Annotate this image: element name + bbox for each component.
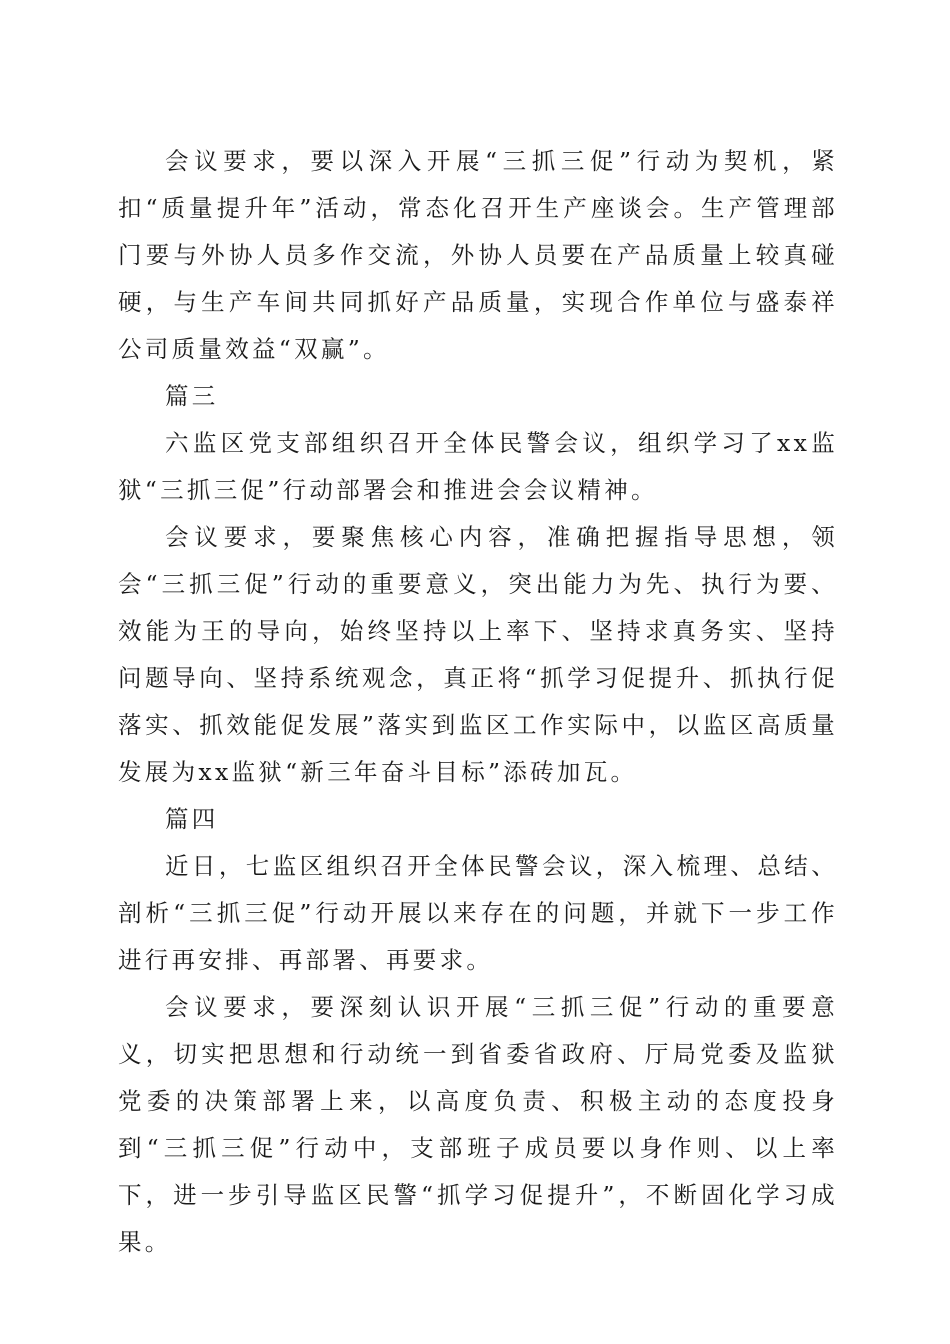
paragraph: 会议要求，要以深入开展“三抓三促”行动为契机，紧扣“质量提升年”活动，常态化召开生产座谈会。生产管理部门要与外协人员多作交流，外协人员要在产品质量上较真碰硬，与生产车间共同抓好产品质量，实现合作单位与盛泰祥公司质量效益“双赢”。 bbox=[118, 147, 838, 363]
paragraph: 六监区党支部组织召开全体民警会议，组织学习了xx监狱“三抓三促”行动部署会和推进会会议精神。 bbox=[118, 429, 838, 504]
section-heading-pian-si: 篇四 bbox=[165, 805, 219, 833]
paragraph: 会议要求，要深刻认识开展“三抓三促”行动的重要意义，切实把思想和行动统一到省委省政府、厅局党委及监狱党委的决策部署上来，以高度负责、积极主动的态度投身到“三抓三促”行动中，支部班子成员要以身作则、以上率下，进一步引导监区民警“抓学习促提升”，不断固化学习成果。 bbox=[118, 993, 838, 1256]
document-body bbox=[118, 138, 838, 1266]
paragraph: 会议要求，要聚焦核心内容，准确把握指导思想，领会“三抓三促”行动的重要意义，突出能力为先、执行为要、效能为王的导向，始终坚持以上率下、坚持求真务实、坚持问题导向、坚持系统观念，真正将“抓学习促提升、抓执行促落实、抓效能促发展”落实到监区工作实际中，以监区高质量发展为xx监狱“新三年奋斗目标”添砖加瓦。 bbox=[118, 523, 838, 786]
paragraph: 近日，七监区组织召开全体民警会议，深入梳理、总结、剖析“三抓三促”行动开展以来存在的问题，并就下一步工作进行再安排、再部署、再要求。 bbox=[118, 852, 838, 974]
section-heading-pian-san: 篇三 bbox=[165, 382, 219, 410]
